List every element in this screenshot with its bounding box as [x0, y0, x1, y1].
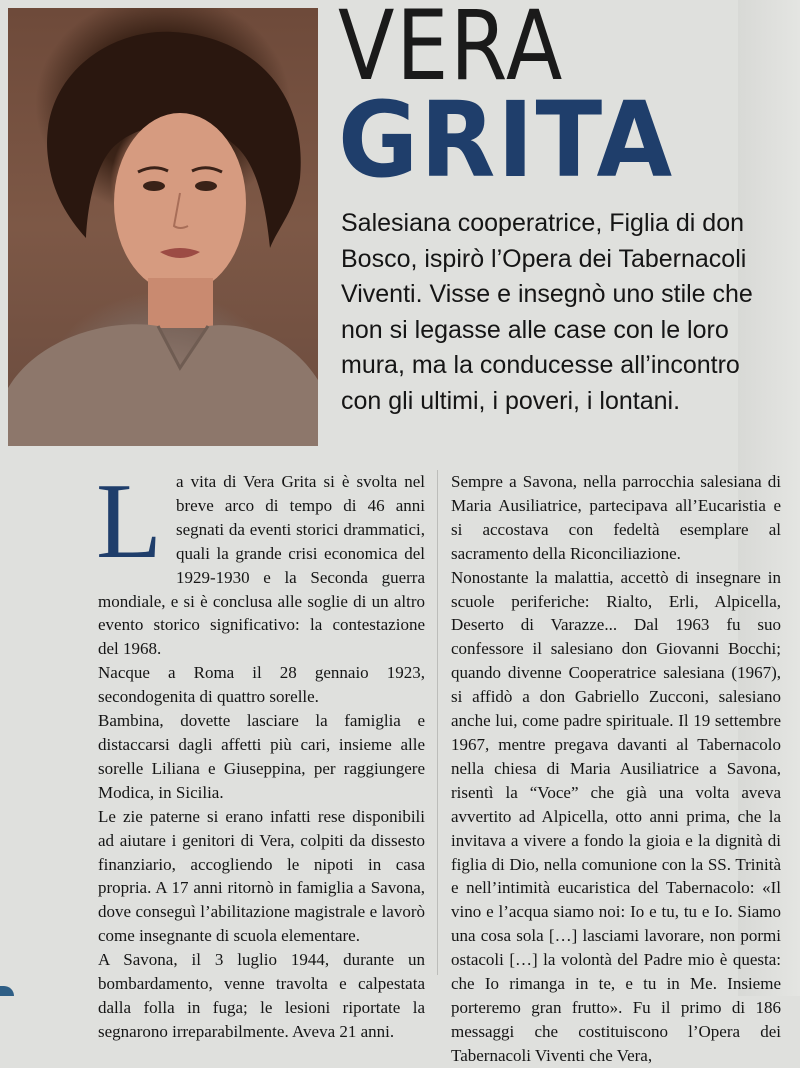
article-title	[338, 0, 696, 201]
title-line-last-name: GRITA	[338, 79, 675, 201]
title-line-first-name: VERA	[338, 0, 565, 102]
page-corner-mark	[0, 986, 14, 996]
intro-paragraph	[96, 462, 425, 661]
portrait-photo	[8, 8, 318, 446]
paragraph-savona-parish: Sempre a Savona, nella parrocchia salesiana di Maria Ausiliatrice, partecipava all’Eucaristia e si accostava con fedeltà esemplare al sacramento della Riconciliazione.	[451, 472, 781, 563]
left-text-column	[96, 462, 425, 1044]
paragraph-birth: Nacque a Roma il 28 gennaio 1923, secondogenita di quattro sorelle.	[98, 663, 425, 707]
paragraph-aunts: Le zie paterne si erano infatti rese disponibili ad aiutare i genitori di Vera, colpiti da dissesto finanziario, accogliendo le nipoti in casa propria. A 17 anni ritornò in famiglia a Savona, dove conseguì l’abilitazione magistrale e lavorò come insegnante di scuola elementare.	[98, 806, 425, 946]
article-subtitle: Salesiana cooperatrice, Figlia di don Bosco, ispirò l’Opera dei Tabernacoli Viventi. Visse e insegnò uno stile che non si legasse alle case con le loro mura, ma la conducesse all’incontro con gli ultimi, i poveri, i lontani.	[341, 209, 753, 415]
portrait-illustration	[8, 8, 318, 446]
intro-text: a vita di Vera Grita si è svolta nel breve arco di tempo di 46 anni segnati da eventi storici drammatici, quali la grande crisi economica del 1929-1930 e la Seconda guerra mondiale, e si è conclusa alle soglie di un altro evento storico significativo: la contestazione del 1968.	[98, 472, 425, 659]
drop-cap: L	[96, 462, 162, 581]
paragraph-bombing: A Savona, il 3 luglio 1944, durante un bombardamento, venne travolta e calpestata dalla folla in fuga; le lesioni riportate la segnarono irreparabilmente. Aveva 21 anni.	[98, 950, 425, 1041]
right-text-column	[451, 470, 781, 1068]
column-divider	[437, 470, 438, 975]
paragraph-teaching-and-messages: Nonostante la malattia, accettò di insegnare in scuole periferiche: Rialto, Erli, Alpicella, Deserto di Varazze... Dal 1963 fu suo confessore il salesiano don Giovanni Bocchi; quando divenne Cooperatrice salesiana (1967), si affidò a don Gabriello Zucconi, salesiano anche lui, come padre spirituale. Il 19 settembre 1967, mentre pregava davanti al Tabernacolo nella chiesa di Maria Ausiliatrice a Savona, risentì la “Voce” che già una volta aveva avvertito ad Alpicella, otto anni prima, che la invitava a vivere a fondo la gioia e la dignità di figlia di Dio, nella comunione con la SS. Trinità e nell’intimità eucaristica del Tabernacolo: «Il vino e l’acqua siamo noi: Io e tu, tu e Io. Siamo una cosa sola […] lasciami lavorare, non pormi ostacoli […] la volontà del Padre mio è questa: che Io rimanga in te, e tu in Me. Insieme porteremo gran frutto». Fu il primo di 186 messaggi che costituiscono l’Opera dei Tabernacoli Viventi che Vera,	[451, 567, 781, 1065]
paragraph-childhood: Bambina, dovette lasciare la famiglia e distaccarsi dagli affetti più cari, insieme alle sorelle Liliana e Giuseppina, per raggiungere Modica, in Sicilia.	[98, 711, 425, 802]
